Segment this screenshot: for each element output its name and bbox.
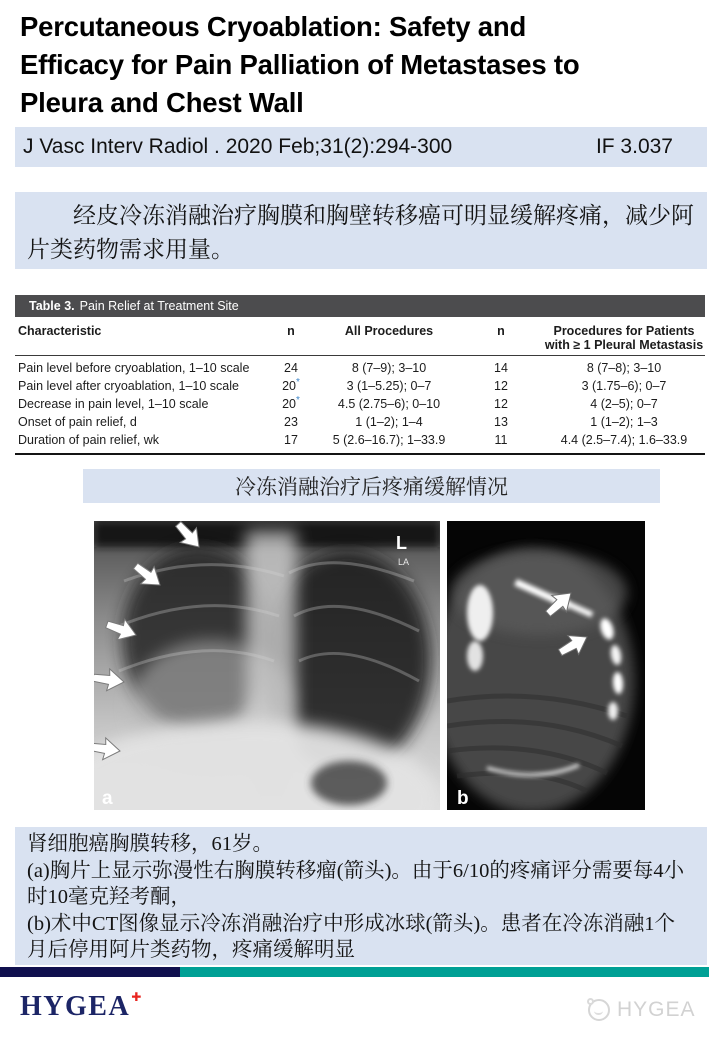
- figure-caption: 冷冻消融治疗后疼痛缓解情况: [235, 475, 508, 499]
- col-header-all-procedures: All Procedures: [344, 324, 434, 338]
- table-title-bar: [15, 295, 705, 317]
- title-line-2: Efficacy for Pain Palliation of Metastases to: [20, 49, 580, 80]
- table-body: [15, 356, 705, 455]
- case-line-3: (b)术中CT图像显示冷冻消融治疗中形成冰球(箭头)。患者在冷冻消融1个月后停用阿片类药物，疼痛缓解明显: [27, 912, 676, 961]
- title-line-1: Percutaneous Cryoablation: Safety and: [20, 11, 527, 42]
- table-row: Pain level before cryoablation, 1–10 scale 24 8 (7–9); 3–10 14 8 (7–8); 3–10: [18, 361, 662, 375]
- xray-side-marker: L: [396, 533, 407, 553]
- panel-a-label: a: [102, 788, 113, 809]
- table-row: Decrease in pain level, 1–10 scale 20* 4.5 (2.75–6); 0–10 12 4 (2–5); 0–7: [18, 394, 658, 411]
- table-row: Duration of pain relief, wk 17 5 (2.6–16.7); 1–33.9 11 4.4 (2.5–7.4); 1.6–33.9: [18, 433, 688, 447]
- chest-xray-image: [94, 521, 440, 810]
- hygea-logo-text: HYGEA: [20, 991, 131, 1022]
- figure-caption-box: [83, 469, 660, 503]
- hygea-logo: [20, 990, 141, 1023]
- table-title: Pain Relief at Treatment Site: [79, 299, 239, 313]
- col-header-n2: n: [497, 324, 505, 338]
- footer-bar-teal: [180, 967, 709, 977]
- pain-relief-table: [15, 295, 705, 455]
- panel-b-label: b: [457, 788, 469, 809]
- table-header-row: [15, 317, 705, 356]
- col-header-characteristic: Characteristic: [18, 324, 102, 338]
- citation-bar: [15, 127, 707, 167]
- case-line-1: 肾细胞癌胸膜转移，61岁。: [27, 833, 273, 855]
- ct-scan-image: [447, 521, 645, 810]
- footer-bar-navy: [0, 967, 180, 977]
- table-row: Onset of pain relief, d 23 1 (1–2); 1–4 13 1 (1–2); 1–3: [18, 415, 658, 429]
- summary-text: 经皮冷冻消融治疗胸膜和胸壁转移癌可明显缓解疼痛，减少阿片类药物需求用量。: [27, 203, 694, 262]
- watermark: [588, 998, 696, 1022]
- summary-box: [15, 192, 707, 269]
- title-line-3: Pleura and Chest Wall: [20, 87, 304, 118]
- watermark-text: HYGEA: [617, 998, 696, 1021]
- col-header-pleural: Procedures for Patients with ≥ 1 Pleural Metastasis: [544, 324, 704, 352]
- case-line-2: (a)胸片上显示弥漫性右胸膜转移瘤(箭头)。由于6/10的疼痛评分需要每4小时10毫克羟考酮，: [27, 859, 685, 908]
- journal-citation: J Vasc Interv Radiol . 2020 Feb;31(2):294-300: [23, 135, 453, 158]
- col-header-n1: n: [287, 324, 295, 338]
- watermark-logo-icon: [588, 999, 610, 1021]
- table-row: Pain level after cryoablation, 1–10 scale 20* 3 (1–5.25); 0–7 12 3 (1.75–6); 0–7: [18, 376, 667, 393]
- table-number: Table 3.: [29, 299, 75, 313]
- xray-tech-marker: LA: [398, 557, 410, 567]
- page-title: [20, 8, 710, 122]
- logo-cross-icon: ✚: [131, 990, 142, 1004]
- impact-factor: IF 3.037: [595, 135, 673, 158]
- case-description-box: [15, 827, 707, 965]
